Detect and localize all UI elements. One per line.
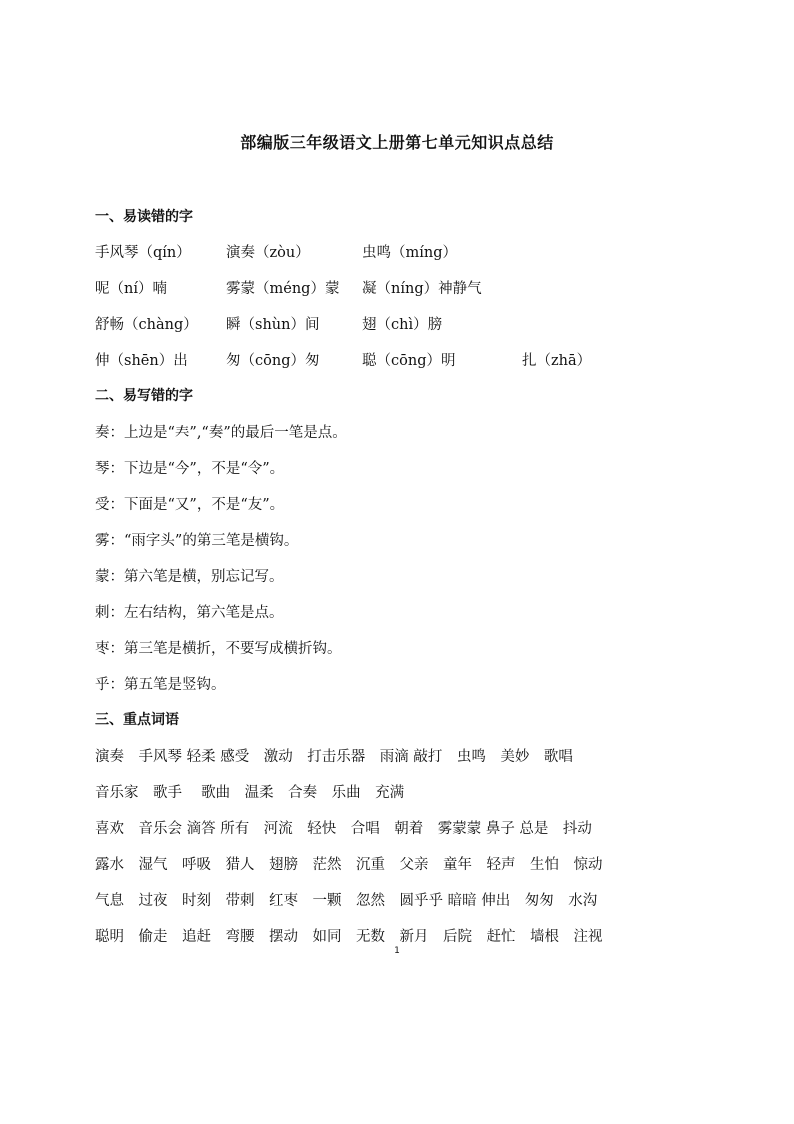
pinyin-item: 呢（ní）喃 bbox=[95, 281, 167, 297]
pinyin-item: 扎（zhā） bbox=[522, 353, 592, 369]
pinyin-item: 匆（cōng）匆 bbox=[226, 353, 320, 369]
vocabulary-line: 气息 过夜 时刻 带刺 红枣 一颗 忽然 圆乎乎 暗暗 伸出 匆匆 水沟 bbox=[95, 893, 598, 909]
pinyin-item: 舒畅（chàng） bbox=[95, 317, 198, 333]
pinyin-item: 凝（níng）神静气 bbox=[362, 281, 482, 297]
pinyin-item: 聪（cōng）明 bbox=[362, 353, 456, 369]
writing-note: 受：下面是“又”，不是“友”。 bbox=[95, 497, 285, 513]
vocabulary-line: 演奏 手风琴 轻柔 感受 激动 打击乐器 雨滴 敲打 虫鸣 美妙 歌唱 bbox=[95, 749, 573, 765]
pinyin-item: 演奏（zòu） bbox=[226, 245, 310, 261]
section-heading-3: 三、重点词语 bbox=[95, 712, 179, 728]
page-title: 部编版三年级语文上册第七单元知识点总结 bbox=[240, 133, 554, 152]
vocabulary-line: 聪明 偷走 追赶 弯腰 摆动 如同 无数 新月 后院 赶忙 墙根 注视 bbox=[95, 929, 603, 945]
pinyin-item: 翅（chì）膀 bbox=[362, 317, 443, 333]
page-number: 1 bbox=[394, 946, 400, 956]
vocabulary-line: 喜欢 音乐会 滴答 所有 河流 轻快 合唱 朝着 雾蒙蒙 鼻子 总是 抖动 bbox=[95, 821, 592, 837]
pinyin-item: 瞬（shùn）间 bbox=[226, 317, 320, 333]
pinyin-item: 虫鸣（míng） bbox=[362, 245, 458, 261]
writing-note: 奏：上边是“𡗗”,“奏”的最后一笔是点。 bbox=[95, 425, 347, 441]
section-heading-1: 一、易读错的字 bbox=[95, 209, 193, 225]
writing-note: 枣：第三笔是横折，不要写成横折钩。 bbox=[95, 641, 342, 657]
section-heading-2: 二、易写错的字 bbox=[95, 388, 193, 404]
writing-note: 雾：“雨字头”的第三笔是横钩。 bbox=[95, 533, 299, 549]
writing-note: 刺：左右结构，第六笔是点。 bbox=[95, 605, 284, 621]
pinyin-item: 雾蒙（méng）蒙 bbox=[226, 281, 340, 297]
pinyin-item: 伸（shēn）出 bbox=[95, 353, 188, 369]
vocabulary-line: 音乐家 歌手 歌曲 温柔 合奏 乐曲 充满 bbox=[95, 785, 405, 801]
writing-note: 琴：下边是“今”，不是“令”。 bbox=[95, 461, 285, 477]
writing-note: 蒙：第六笔是横，别忘记写。 bbox=[95, 569, 284, 585]
pinyin-item: 手风琴（qín） bbox=[95, 245, 191, 261]
vocabulary-line: 露水 湿气 呼吸 猎人 翅膀 茫然 沉重 父亲 童年 轻声 生怕 惊动 bbox=[95, 857, 603, 873]
writing-note: 乎：第五笔是竖钩。 bbox=[95, 677, 226, 693]
